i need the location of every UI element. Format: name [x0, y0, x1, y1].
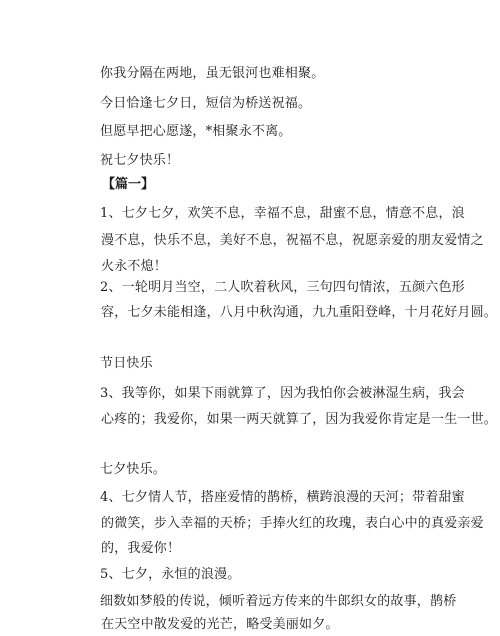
text-line-16: 的微笑，步入幸福的天桥；手捧火红的玫瑰，表白心中的真爱亲爱	[101, 516, 484, 531]
text-line-18: 5、七夕，永恒的浪漫。	[100, 567, 241, 582]
text-line-2: 今日恰逢七夕日，短信为桥送祝福。	[100, 96, 312, 111]
text-line-19: 细数如梦般的传说，倾听着远方传来的牛郎织女的故事，鹊桥	[100, 594, 457, 609]
text-line-8: 火永不熄！	[101, 259, 168, 274]
text-line-1: 你我分隔在两地，虽无银河也难相聚。	[100, 66, 325, 81]
text-line-3: 但愿早把心愿遂，*相聚永不离。	[100, 124, 292, 139]
text-line-6: 1、七夕七夕，欢笑不息，幸福不息，甜蜜不息，情意不息，浪	[100, 206, 465, 221]
text-line-12: 3、我等你，如果下雨就算了，因为我怕你会被淋湿生病，我会	[100, 386, 465, 401]
text-line-13: 心疼的；我爱你，如果一两天就算了，因为我爱你肯定是一生一世。	[101, 412, 498, 427]
text-line-17: 的，我爱你！	[101, 541, 181, 556]
text-line-11: 节日快乐	[100, 356, 153, 371]
text-line-10: 容，七夕未能相逢，八月中秋沟通，九九重阳登峰，十月花好月圆。	[101, 305, 498, 320]
text-line-14: 七夕快乐。	[100, 462, 167, 477]
text-line-20: 在天空中散发爱的光芒，略受美丽如夕。	[101, 617, 339, 632]
text-line-4: 祝七夕快乐！	[100, 153, 180, 168]
section-heading: 【篇一】	[102, 177, 155, 192]
text-line-7: 漫不息，快乐不息，美好不息，祝福不息，祝愿亲爱的朋友爱情之	[101, 233, 484, 248]
text-line-9: 2、一轮明月当空，二人吹着秋风，三句四句情浓，五颜六色形	[100, 280, 465, 295]
text-line-15: 4、七夕情人节，搭座爱情的鹊桥，横跨浪漫的天河；带着甜蜜	[100, 490, 465, 505]
